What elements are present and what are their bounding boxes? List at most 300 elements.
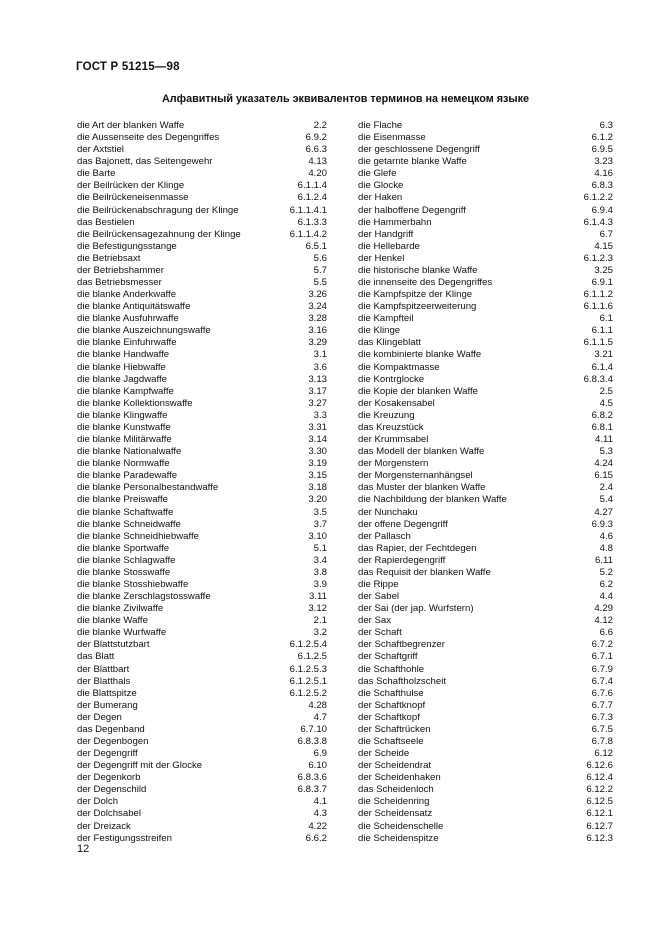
- index-term: die Scheidenring: [358, 796, 430, 808]
- index-entry: [358, 470, 613, 482]
- index-term: die Glocke: [358, 180, 404, 192]
- index-entry: [77, 289, 327, 301]
- index-reference: 4.29: [594, 603, 613, 615]
- index-term: die blanke Paradewaffe: [77, 470, 178, 482]
- index-term: die blanke Hiebwaffe: [77, 361, 166, 373]
- index-reference: 5.2: [599, 566, 613, 578]
- index-reference: 6.9: [313, 748, 327, 760]
- index-term: die Scheidenschelle: [358, 820, 444, 832]
- index-entry: [77, 192, 327, 204]
- index-reference: 3.6: [313, 361, 327, 373]
- index-reference: 5.1: [313, 542, 327, 554]
- index-entry: [358, 398, 613, 410]
- index-term: das Muster der blanken Waffe: [358, 482, 486, 494]
- index-entry: [358, 458, 613, 470]
- index-entry: [358, 519, 613, 531]
- index-reference: 3.30: [308, 446, 327, 458]
- index-term: die Beilrückenabschragung der Klinge: [77, 204, 239, 216]
- index-reference: 3.25: [594, 264, 613, 276]
- index-term: der Schaftrücken: [358, 723, 431, 735]
- index-term: die blanke Waffe: [77, 615, 148, 627]
- index-entry: [358, 736, 613, 748]
- index-term: der Scheidendrat: [358, 760, 432, 772]
- index-entry: [358, 627, 613, 639]
- index-reference: 3.11: [309, 591, 327, 603]
- index-term: das Blatt: [77, 651, 115, 663]
- index-reference: 3.31: [308, 421, 327, 433]
- index-entry: [358, 422, 613, 434]
- index-reference: 6.12.5: [586, 796, 613, 808]
- index-entry: [77, 217, 327, 229]
- index-entry: [77, 277, 327, 289]
- index-reference: 6.6: [599, 627, 613, 639]
- index-reference: 2.1: [313, 615, 327, 627]
- index-term: der Schaftknopf: [358, 699, 426, 711]
- index-reference: 6.8.3.6: [297, 772, 327, 784]
- index-term: das Kreuzstück: [358, 421, 424, 433]
- index-term: die getarnte blanke Waffe: [358, 156, 467, 168]
- index-term: die Blattspitze: [77, 687, 137, 699]
- index-term: der Henkel: [358, 252, 405, 264]
- index-entry: [358, 277, 613, 289]
- index-entry: [77, 615, 327, 627]
- index-term: die Aussenseite des Degengriffes: [77, 132, 220, 144]
- index-entry: [358, 374, 613, 386]
- index-entry: [77, 374, 327, 386]
- page-number: 12: [77, 843, 90, 855]
- index-term: die Eisenmasse: [358, 132, 426, 144]
- index-entry: [77, 422, 327, 434]
- index-reference: 4.7: [313, 711, 327, 723]
- index-reference: 4.27: [594, 506, 613, 518]
- index-reference: 6.1.1.2: [583, 289, 613, 301]
- index-reference: 6.9.4: [591, 204, 613, 216]
- index-term: der Pallasch: [358, 530, 411, 542]
- index-entry: [358, 482, 613, 494]
- index-reference: 2.4: [599, 482, 613, 494]
- index-reference: 6.1.2.5.2: [289, 687, 327, 699]
- index-entry: [77, 772, 327, 784]
- index-reference: 6.7.1: [591, 651, 613, 663]
- index-reference: 6.1.1: [591, 325, 613, 337]
- index-term: die Beilrückeneisenmasse: [77, 192, 189, 204]
- index-term: die blanke Zivilwaffe: [77, 603, 164, 615]
- index-term: der Axtstiel: [77, 144, 124, 156]
- index-entry: [358, 434, 613, 446]
- index-reference: 3.5: [313, 506, 327, 518]
- index-entry: [358, 168, 613, 180]
- index-term: das Rapier, der Fechtdegen: [358, 542, 477, 554]
- index-term: der Blattbart: [77, 663, 130, 675]
- index-entry: [358, 253, 613, 265]
- index-reference: 6.12.4: [586, 772, 613, 784]
- index-term: der Haken: [358, 192, 403, 204]
- index-entry: [358, 410, 613, 422]
- index-term: die Flache: [358, 120, 403, 131]
- index-term: die kombinierte blanke Waffe: [358, 349, 482, 361]
- index-reference: 6.9.3: [591, 518, 613, 530]
- index-reference: 3.1: [313, 349, 327, 361]
- index-term: die blanke Jagdwaffe: [77, 373, 167, 385]
- index-term: der Degengriff: [77, 748, 138, 760]
- index-term: die Kontrglocke: [358, 373, 425, 385]
- index-reference: 5.5: [313, 277, 327, 289]
- index-reference: 6.5.1: [305, 240, 327, 252]
- index-term: der Krummsabel: [358, 434, 429, 446]
- index-term: der offene Degengriff: [358, 518, 448, 530]
- index-term: die Schafthohle: [358, 663, 425, 675]
- index-entry: [358, 543, 613, 555]
- index-reference: 6.7.10: [300, 723, 327, 735]
- index-reference: 6.1.1.5: [583, 337, 613, 349]
- index-term: der Scheidensatz: [358, 808, 433, 820]
- index-reference: 6.7.2: [591, 639, 613, 651]
- index-entry: [77, 446, 327, 458]
- index-entry: [77, 688, 327, 700]
- index-term: die Kopie der blanken Waffe: [358, 385, 479, 397]
- index-reference: 3.19: [308, 458, 327, 470]
- index-entry: [77, 796, 327, 808]
- index-term: die Betriebsaxt: [77, 252, 141, 264]
- index-reference: 3.3: [313, 409, 327, 421]
- index-entry: [358, 772, 613, 784]
- index-reference: 6.1.2: [591, 132, 613, 144]
- index-reference: 6.1.2.2: [583, 192, 613, 204]
- index-entry: [358, 494, 613, 506]
- index-reference: 3.10: [308, 530, 327, 542]
- index-reference: 3.28: [308, 313, 327, 325]
- index-reference: 3.4: [313, 554, 327, 566]
- index-entry: [358, 192, 613, 204]
- index-term: die blanke Anderkwaffe: [77, 289, 177, 301]
- index-term: der Degenbogen: [77, 735, 149, 747]
- index-entry: [77, 458, 327, 470]
- index-entry: [77, 519, 327, 531]
- index-entry: [358, 301, 613, 313]
- index-reference: 6.12: [594, 748, 613, 760]
- index-reference: 5.7: [313, 264, 327, 276]
- index-entry: [358, 615, 613, 627]
- index-entry: [358, 132, 613, 144]
- index-entry: [77, 651, 327, 663]
- index-entry: [77, 470, 327, 482]
- index-entry: [358, 833, 613, 845]
- index-entry: [358, 579, 613, 591]
- index-reference: 6.1.1.6: [583, 301, 613, 313]
- index-entry: [77, 676, 327, 688]
- index-entry: [77, 712, 327, 724]
- index-term: die Hellebarde: [358, 240, 420, 252]
- index-term: das Schaftholzscheit: [358, 675, 446, 687]
- index-reference: 2.5: [599, 385, 613, 397]
- index-reference: 6.8.2: [591, 409, 613, 421]
- index-reference: 6.1.2.4: [297, 192, 327, 204]
- index-entry: [358, 676, 613, 688]
- index-reference: 6.8.3.8: [297, 735, 327, 747]
- index-entry: [77, 132, 327, 144]
- index-reference: 6.1.1.4.1: [289, 204, 327, 216]
- index-reference: 6.12.6: [586, 760, 613, 772]
- index-entry: [77, 507, 327, 519]
- index-entry: [77, 205, 327, 217]
- index-reference: 6.1.2.5: [297, 651, 327, 663]
- index-reference: 6.1.3.3: [297, 216, 327, 228]
- index-reference: 4.1: [313, 796, 327, 808]
- index-entry: [77, 349, 327, 361]
- index-term: der Blatthals: [77, 675, 131, 687]
- index-reference: 6.7.3: [591, 711, 613, 723]
- index-reference: 4.3: [313, 808, 327, 820]
- index-reference: 6.8.3.7: [297, 784, 327, 796]
- index-term: die Barte: [77, 168, 116, 180]
- index-entry: [358, 796, 613, 808]
- index-term: die blanke Schaftwaffe: [77, 506, 174, 518]
- index-entry: [358, 712, 613, 724]
- index-term: die blanke Schneidwaffe: [77, 518, 181, 530]
- index-reference: 3.29: [308, 337, 327, 349]
- index-reference: 4.24: [594, 458, 613, 470]
- index-term: die Nachbildung der blanken Waffe: [358, 494, 507, 506]
- index-entry: [358, 591, 613, 603]
- index-entry: [358, 217, 613, 229]
- index-reference: 3.24: [308, 301, 327, 313]
- index-entry: [358, 229, 613, 241]
- index-term: die Kreuzung: [358, 409, 415, 421]
- index-term: der Sax: [358, 615, 392, 627]
- index-entry: [358, 664, 613, 676]
- index-entry: [77, 760, 327, 772]
- index-entry: [77, 603, 327, 615]
- index-term: der Degen: [77, 711, 122, 723]
- index-term: der Handgriff: [358, 228, 414, 240]
- index-term: der Morgenstern: [358, 458, 429, 470]
- index-reference: 6.12.3: [586, 832, 613, 844]
- index-entry: [358, 724, 613, 736]
- index-entry: [358, 507, 613, 519]
- index-term: das Modell der blanken Waffe: [358, 446, 485, 458]
- index-term: die blanke Auszeichnungswaffe: [77, 325, 211, 337]
- index-reference: 6.7: [599, 228, 613, 240]
- index-reference: 4.11: [595, 434, 613, 446]
- index-reference: 4.22: [308, 820, 327, 832]
- index-entry: [77, 833, 327, 845]
- index-entry: [358, 555, 613, 567]
- index-term: das Betriebsmesser: [77, 277, 162, 289]
- index-entry: [358, 180, 613, 192]
- index-term: der Schaftkopf: [358, 711, 420, 723]
- index-term: der Sai (der jap. Wurfstern): [358, 603, 474, 615]
- index-entry: [77, 337, 327, 349]
- index-term: die blanke Kampfwaffe: [77, 385, 174, 397]
- index-entry: [77, 579, 327, 591]
- index-entry: [77, 362, 327, 374]
- index-entry: [358, 567, 613, 579]
- index-reference: 5.3: [599, 446, 613, 458]
- index-term: der Dreizack: [77, 820, 131, 832]
- index-reference: 3.17: [308, 385, 327, 397]
- index-term: der halboffene Degengriff: [358, 204, 466, 216]
- index-entry: [77, 531, 327, 543]
- index-entry: [77, 700, 327, 712]
- index-entry: [77, 168, 327, 180]
- index-entry: [358, 144, 613, 156]
- index-reference: 6.12.7: [586, 820, 613, 832]
- index-entry: [77, 180, 327, 192]
- index-reference: 5.4: [599, 494, 613, 506]
- index-reference: 3.18: [308, 482, 327, 494]
- index-entry: [77, 664, 327, 676]
- index-term: der Sabel: [358, 591, 400, 603]
- index-entry: [358, 760, 613, 772]
- index-entry: [77, 410, 327, 422]
- standard-number: ГОСТ Р 51215—98: [76, 61, 180, 73]
- index-entry: [358, 241, 613, 253]
- index-reference: 4.28: [308, 699, 327, 711]
- index-entry: [77, 724, 327, 736]
- index-reference: 3.9: [313, 578, 327, 590]
- index-term: die blanke Stosshiebwaffe: [77, 578, 189, 590]
- index-reference: 4.5: [599, 397, 613, 409]
- index-entry: [358, 337, 613, 349]
- index-entry: [77, 144, 327, 156]
- index-term: die Schaftseele: [358, 735, 424, 747]
- index-reference: 6.1.2.3: [583, 252, 613, 264]
- index-reference: 3.15: [308, 470, 327, 482]
- index-reference: 6.2: [599, 578, 613, 590]
- index-term: der Schaftgriff: [358, 651, 418, 663]
- index-entry: [77, 301, 327, 313]
- index-term: der Betriebshammer: [77, 264, 164, 276]
- index-entry: [77, 398, 327, 410]
- index-reference: 6.1.4: [591, 361, 613, 373]
- index-term: die Kompaktmasse: [358, 361, 440, 373]
- index-reference: 6.1.4.3: [583, 216, 613, 228]
- index-entry: [77, 736, 327, 748]
- index-term: die Art der blanken Waffe: [77, 120, 185, 131]
- index-term: die blanke Stosswaffe: [77, 566, 171, 578]
- index-term: die blanke Kollektionswaffe: [77, 397, 193, 409]
- index-reference: 3.16: [308, 325, 327, 337]
- index-reference: 2.2: [313, 120, 327, 131]
- index-reference: 3.26: [308, 289, 327, 301]
- index-reference: 6.11: [595, 554, 613, 566]
- index-term: die Hammerbahn: [358, 216, 432, 228]
- index-reference: 6.9.1: [591, 277, 613, 289]
- index-term: die blanke Handwaffe: [77, 349, 170, 361]
- index-entry: [77, 325, 327, 337]
- index-reference: 6.1.2.5.4: [289, 639, 327, 651]
- index-entry: [358, 651, 613, 663]
- index-term: die blanke Wurfwaffe: [77, 627, 167, 639]
- index-reference: 4.8: [599, 542, 613, 554]
- index-term: der Dolchsabel: [77, 808, 141, 820]
- index-term: die Befestigungsstange: [77, 240, 177, 252]
- index-reference: 4.16: [594, 168, 613, 180]
- index-term: die Kampfspitzeerweiterung: [358, 301, 477, 313]
- index-term: der Rapierdegengriff: [358, 554, 446, 566]
- index-reference: 3.12: [308, 603, 327, 615]
- index-entry: [358, 265, 613, 277]
- index-reference: 4.12: [594, 615, 613, 627]
- index-reference: 4.13: [308, 156, 327, 168]
- index-term: das Bestielen: [77, 216, 135, 228]
- index-term: der Dolch: [77, 796, 119, 808]
- index-term: der Schaft: [358, 627, 402, 639]
- index-entry: [77, 386, 327, 398]
- index-reference: 6.7.5: [591, 723, 613, 735]
- index-entry: [77, 555, 327, 567]
- index-reference: 6.7.6: [591, 687, 613, 699]
- index-reference: 4.4: [599, 591, 613, 603]
- index-entry: [358, 156, 613, 168]
- index-term: die blanke Normwaffe: [77, 458, 170, 470]
- index-reference: 6.15: [594, 470, 613, 482]
- index-term: das Degenband: [77, 723, 145, 735]
- index-entry: [77, 313, 327, 325]
- index-reference: 6.7.8: [591, 735, 613, 747]
- index-entry: [358, 603, 613, 615]
- index-reference: 6.9.5: [591, 144, 613, 156]
- index-reference: 3.13: [308, 373, 327, 385]
- index-entry: [358, 313, 613, 325]
- index-entry: [77, 434, 327, 446]
- index-reference: 6.6.2: [305, 832, 327, 844]
- index-term: die blanke Einfuhrwaffe: [77, 337, 177, 349]
- index-term: die blanke Klingwaffe: [77, 409, 168, 421]
- index-entry: [358, 120, 613, 132]
- index-term: der Scheide: [358, 748, 410, 760]
- index-reference: 4.6: [599, 530, 613, 542]
- index-entry: [358, 748, 613, 760]
- index-entry: [358, 362, 613, 374]
- index-term: der Schaftbegrenzer: [358, 639, 445, 651]
- index-term: das Klingeblatt: [358, 337, 421, 349]
- index-term: die blanke Antiquitätswaffe: [77, 301, 191, 313]
- index-reference: 4.15: [594, 240, 613, 252]
- index-reference: 6.12.2: [586, 784, 613, 796]
- index-entry: [77, 591, 327, 603]
- index-reference: 6.8.3: [591, 180, 613, 192]
- index-entry: [77, 156, 327, 168]
- index-reference: 6.7.7: [591, 699, 613, 711]
- index-reference: 6.1.1.4: [297, 180, 327, 192]
- index-entry: [358, 808, 613, 820]
- index-term: der Festigungsstreifen: [77, 832, 172, 844]
- index-entry: [77, 639, 327, 651]
- index-reference: 6.7.4: [591, 675, 613, 687]
- index-reference: 3.14: [308, 434, 327, 446]
- index-reference: 6.10: [308, 760, 327, 772]
- index-term: das Scheidenloch: [358, 784, 434, 796]
- index-term: die blanke Kunstwaffe: [77, 421, 171, 433]
- index-term: der Degengriff mit der Glocke: [77, 760, 203, 772]
- index-term: die blanke Preiswaffe: [77, 494, 169, 506]
- index-term: der geschlossene Degengriff: [358, 144, 480, 156]
- index-term: die Kampfteil: [358, 313, 414, 325]
- index-entry: [77, 482, 327, 494]
- index-reference: 6.1.2.5.1: [289, 675, 327, 687]
- index-term: die blanke Schlagwaffe: [77, 554, 176, 566]
- index-reference: 4.20: [308, 168, 327, 180]
- index-reference: 6.1: [599, 313, 613, 325]
- index-term: die blanke Personalbestandwaffe: [77, 482, 219, 494]
- page-title: Алфавитный указатель эквивалентов терминов на немецком языке: [161, 93, 530, 105]
- index-entry: [77, 494, 327, 506]
- index-term: das Bajonett, das Seitengewehr: [77, 156, 213, 168]
- index-reference: 6.8.1: [591, 421, 613, 433]
- index-reference: 6.3: [599, 120, 613, 131]
- index-entry: [77, 808, 327, 820]
